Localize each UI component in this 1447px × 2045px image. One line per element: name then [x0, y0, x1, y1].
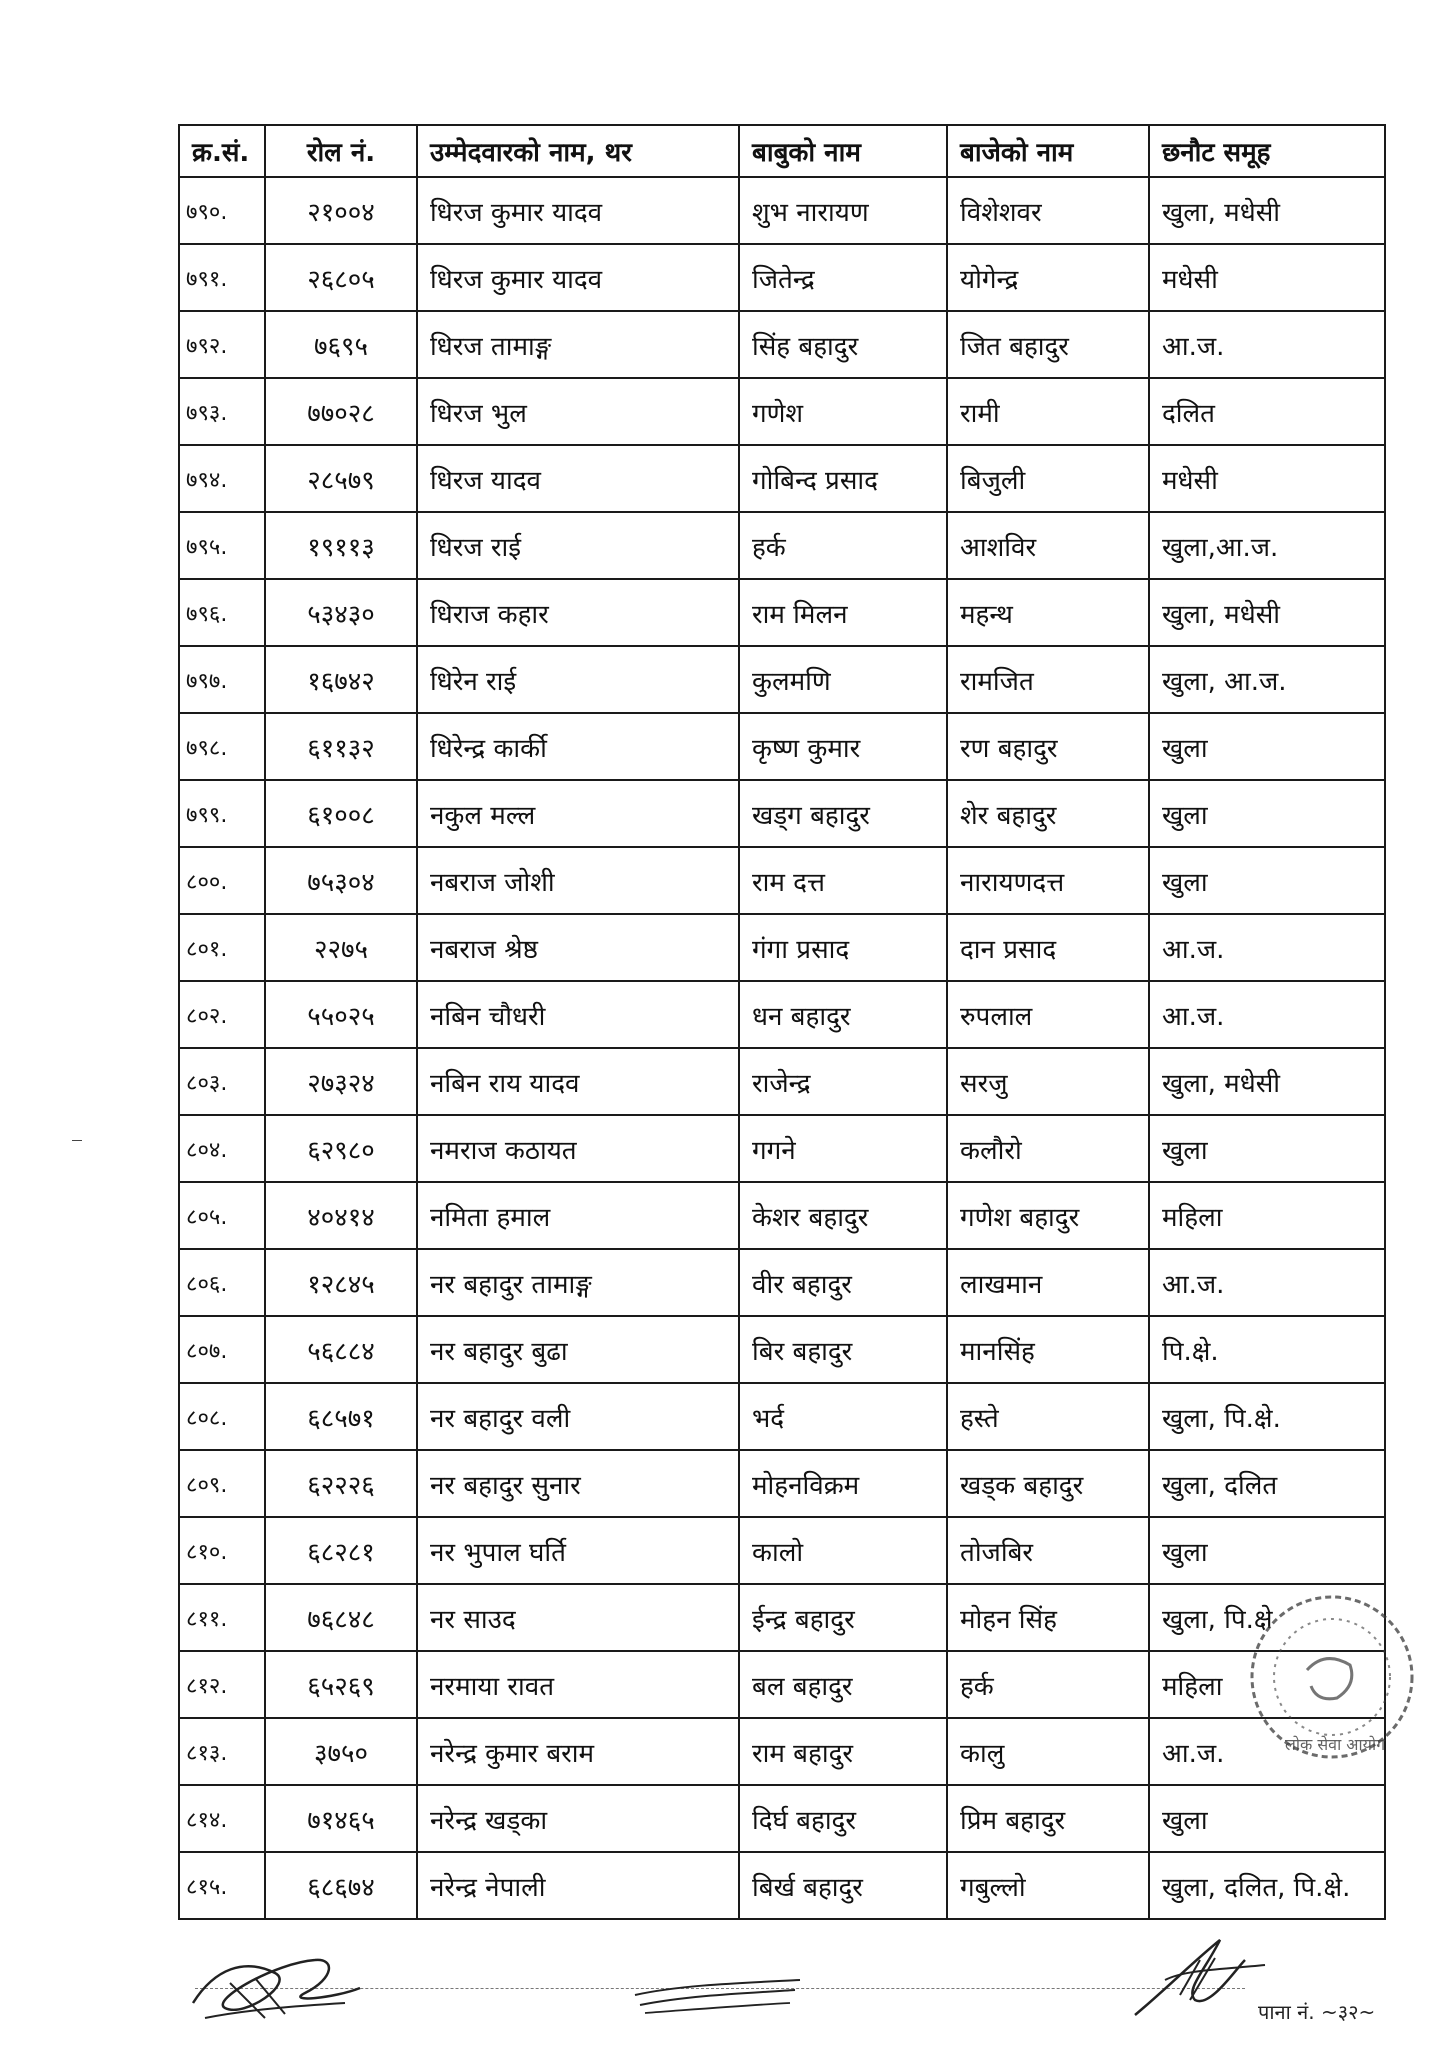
table-row [179, 914, 1385, 981]
cell-candidate-name: नरेन्द्र खड्का [417, 1785, 739, 1852]
cell-grandfather-name: कलौरो [947, 1115, 1149, 1182]
cell-selection-group: खुला, मधेसी [1149, 1048, 1385, 1115]
cell-roll: १९११३ [265, 512, 417, 579]
cell-grandfather-name: दान प्रसाद [947, 914, 1149, 981]
cell-serial: ८०२. [179, 981, 265, 1048]
cell-candidate-name: नर बहादुर तामाङ्ग [417, 1249, 739, 1316]
cell-grandfather-name: लाखमान [947, 1249, 1149, 1316]
cell-grandfather-name: रण बहादुर [947, 713, 1149, 780]
cell-serial: ८१०. [179, 1517, 265, 1584]
cell-father-name: गंगा प्रसाद [739, 914, 947, 981]
table-row [179, 1383, 1385, 1450]
cell-candidate-name: नरमाया रावत [417, 1651, 739, 1718]
cell-father-name: सिंह बहादुर [739, 311, 947, 378]
cell-serial: ८०१. [179, 914, 265, 981]
table-row [179, 1048, 1385, 1115]
cell-candidate-name: धिराज कहार [417, 579, 739, 646]
cell-grandfather-name: नारायणदत्त [947, 847, 1149, 914]
cell-selection-group: खुला, पि.क्षे. [1149, 1383, 1385, 1450]
cell-candidate-name: धिरज राई [417, 512, 739, 579]
cell-selection-group: महिला [1149, 1182, 1385, 1249]
cell-father-name: दिर्घ बहादुर [739, 1785, 947, 1852]
cell-serial: ७९३. [179, 378, 265, 445]
cell-selection-group: खुला [1149, 780, 1385, 847]
cell-roll: ७५३०४ [265, 847, 417, 914]
table-row [179, 1852, 1385, 1919]
cell-grandfather-name: प्रिम बहादुर [947, 1785, 1149, 1852]
cell-candidate-name: नबराज जोशी [417, 847, 739, 914]
cell-selection-group: खुला, मधेसी [1149, 177, 1385, 244]
cell-candidate-name: नर बहादुर सुनार [417, 1450, 739, 1517]
cell-candidate-name: नबराज श्रेष्ठ [417, 914, 739, 981]
signature-two [630, 1965, 810, 2025]
cell-candidate-name: धिरेन राई [417, 646, 739, 713]
cell-grandfather-name: कालु [947, 1718, 1149, 1785]
cell-serial: ८०३. [179, 1048, 265, 1115]
cell-serial: ८१३. [179, 1718, 265, 1785]
cell-serial: ८०८. [179, 1383, 265, 1450]
cell-roll: ७६८४८ [265, 1584, 417, 1651]
cell-candidate-name: नर साउद [417, 1584, 739, 1651]
cell-father-name: वीर बहादुर [739, 1249, 947, 1316]
cell-roll: ७६९५ [265, 311, 417, 378]
table-row [179, 512, 1385, 579]
cell-roll: ५५०२५ [265, 981, 417, 1048]
cell-father-name: जितेन्द्र [739, 244, 947, 311]
cell-father-name: बिर्ख बहादुर [739, 1852, 947, 1919]
cell-serial: ७९८. [179, 713, 265, 780]
cell-selection-group: खुला [1149, 713, 1385, 780]
cell-grandfather-name: रुपलाल [947, 981, 1149, 1048]
cell-roll: ३७५० [265, 1718, 417, 1785]
cell-selection-group: खुला, मधेसी [1149, 579, 1385, 646]
official-seal-stamp [1245, 1590, 1420, 1765]
table-row [179, 713, 1385, 780]
cell-selection-group: आ.ज. [1149, 981, 1385, 1048]
cell-father-name: कृष्ण कुमार [739, 713, 947, 780]
cell-serial: ८१२. [179, 1651, 265, 1718]
table-row [179, 445, 1385, 512]
cell-candidate-name: नरेन्द्र कुमार बराम [417, 1718, 739, 1785]
table-row [179, 1584, 1385, 1651]
cell-selection-group: खुला, दलित [1149, 1450, 1385, 1517]
cell-serial: ८१५. [179, 1852, 265, 1919]
cell-father-name: गगने [739, 1115, 947, 1182]
cell-father-name: राम मिलन [739, 579, 947, 646]
cell-grandfather-name: हस्ते [947, 1383, 1149, 1450]
cell-selection-group: खुला [1149, 847, 1385, 914]
table-row [179, 1115, 1385, 1182]
header-grandfather-name: बाजेको नाम [947, 125, 1149, 177]
table-row [179, 1785, 1385, 1852]
table-row [179, 847, 1385, 914]
cell-serial: ७९०. [179, 177, 265, 244]
cell-grandfather-name: सरजु [947, 1048, 1149, 1115]
cell-father-name: भर्द [739, 1383, 947, 1450]
cell-roll: ६१००८ [265, 780, 417, 847]
cell-selection-group: दलित [1149, 378, 1385, 445]
table-row [179, 981, 1385, 1048]
cell-roll: ६८५७१ [265, 1383, 417, 1450]
cell-father-name: गणेश [739, 378, 947, 445]
cell-grandfather-name: महन्थ [947, 579, 1149, 646]
cell-candidate-name: नबिन राय यादव [417, 1048, 739, 1115]
cell-father-name: हर्क [739, 512, 947, 579]
cell-serial: ८००. [179, 847, 265, 914]
cell-selection-group: मधेसी [1149, 244, 1385, 311]
signature-three [1125, 1930, 1275, 2025]
table-row [179, 646, 1385, 713]
margin-mark [72, 1140, 82, 1141]
cell-grandfather-name: जित बहादुर [947, 311, 1149, 378]
cell-serial: ७९९. [179, 780, 265, 847]
cell-grandfather-name: हर्क [947, 1651, 1149, 1718]
table-row [179, 177, 1385, 244]
cell-candidate-name: नबिन चौधरी [417, 981, 739, 1048]
cell-roll: २६८०५ [265, 244, 417, 311]
cell-father-name: कालो [739, 1517, 947, 1584]
cell-father-name: ईन्द्र बहादुर [739, 1584, 947, 1651]
cell-candidate-name: धिरज भुल [417, 378, 739, 445]
table-row [179, 1316, 1385, 1383]
cell-roll: ६११३२ [265, 713, 417, 780]
cell-roll: ६५२६९ [265, 1651, 417, 1718]
cell-selection-group: आ.ज. [1149, 1718, 1385, 1785]
cell-roll: २७३२४ [265, 1048, 417, 1115]
cell-grandfather-name: गबुल्लो [947, 1852, 1149, 1919]
cell-serial: ७९२. [179, 311, 265, 378]
cell-serial: ७९५. [179, 512, 265, 579]
cell-roll: १२८४५ [265, 1249, 417, 1316]
cell-grandfather-name: शेर बहादुर [947, 780, 1149, 847]
cell-grandfather-name: खड्क बहादुर [947, 1450, 1149, 1517]
cell-serial: ७९१. [179, 244, 265, 311]
signature-one [185, 1948, 370, 2028]
cell-grandfather-name: योगेन्द्र [947, 244, 1149, 311]
table-row [179, 780, 1385, 847]
cell-roll: ६२९८० [265, 1115, 417, 1182]
cell-serial: ८०४. [179, 1115, 265, 1182]
table-row [179, 1450, 1385, 1517]
cell-selection-group: मधेसी [1149, 445, 1385, 512]
cell-serial: ८०९. [179, 1450, 265, 1517]
table-row [179, 311, 1385, 378]
cell-grandfather-name: रामजित [947, 646, 1149, 713]
cell-roll: ६८२८१ [265, 1517, 417, 1584]
cell-roll: २८५७९ [265, 445, 417, 512]
cell-grandfather-name: विशेशवर [947, 177, 1149, 244]
header-roll: रोल नं. [265, 125, 417, 177]
cell-candidate-name: धिरज यादव [417, 445, 739, 512]
cell-father-name: राम दत्त [739, 847, 947, 914]
cell-grandfather-name: बिजुली [947, 445, 1149, 512]
cell-grandfather-name: मानसिंह [947, 1316, 1149, 1383]
cell-father-name: बल बहादुर [739, 1651, 947, 1718]
cell-selection-group: महिला [1149, 1651, 1385, 1718]
cell-father-name: केशर बहादुर [739, 1182, 947, 1249]
cell-serial: ८११. [179, 1584, 265, 1651]
cell-serial: ७९४. [179, 445, 265, 512]
page-number: पाना नं. ~३२~ [1258, 2000, 1376, 2024]
results-table [178, 124, 1386, 1920]
cell-selection-group: खुला, आ.ज. [1149, 646, 1385, 713]
cell-father-name: कुलमणि [739, 646, 947, 713]
header-serial: क्र.सं. [179, 125, 265, 177]
table-row [179, 1718, 1385, 1785]
cell-grandfather-name: आशविर [947, 512, 1149, 579]
cell-father-name: राजेन्द्र [739, 1048, 947, 1115]
cell-selection-group: आ.ज. [1149, 914, 1385, 981]
table-row [179, 244, 1385, 311]
cell-roll: २१००४ [265, 177, 417, 244]
table-row [179, 1249, 1385, 1316]
cell-serial: ७९६. [179, 579, 265, 646]
cell-grandfather-name: मोहन सिंह [947, 1584, 1149, 1651]
cell-candidate-name: धिरज कुमार यादव [417, 244, 739, 311]
cell-selection-group: आ.ज. [1149, 1249, 1385, 1316]
cell-selection-group: आ.ज. [1149, 311, 1385, 378]
table-row [179, 579, 1385, 646]
table-body [179, 177, 1385, 1919]
cell-roll: ५३४३० [265, 579, 417, 646]
cell-selection-group: पि.क्षे. [1149, 1316, 1385, 1383]
cell-serial: ८०५. [179, 1182, 265, 1249]
cell-candidate-name: नर बहादुर वली [417, 1383, 739, 1450]
seal-text: लोक सेवा आयोग [1285, 1735, 1386, 1754]
cell-father-name: गोबिन्द प्रसाद [739, 445, 947, 512]
table-row [179, 1182, 1385, 1249]
cell-roll: ७१४६५ [265, 1785, 417, 1852]
table-header-row [179, 125, 1385, 177]
cell-roll: ४०४१४ [265, 1182, 417, 1249]
cell-father-name: बिर बहादुर [739, 1316, 947, 1383]
cell-candidate-name: नमराज कठायत [417, 1115, 739, 1182]
cell-candidate-name: धिरज कुमार यादव [417, 177, 739, 244]
cell-roll: ७७०२८ [265, 378, 417, 445]
cell-roll: १६७४२ [265, 646, 417, 713]
cell-selection-group: खुला, दलित, पि.क्षे. [1149, 1852, 1385, 1919]
header-selection-group: छनौट समूह [1149, 125, 1385, 177]
cell-father-name: धन बहादुर [739, 981, 947, 1048]
cell-candidate-name: धिरज तामाङ्ग [417, 311, 739, 378]
cell-serial: ८०६. [179, 1249, 265, 1316]
cell-selection-group: खुला [1149, 1517, 1385, 1584]
cell-candidate-name: नमिता हमाल [417, 1182, 739, 1249]
cell-father-name: राम बहादुर [739, 1718, 947, 1785]
cell-father-name: शुभ नारायण [739, 177, 947, 244]
cell-roll: ६२२२६ [265, 1450, 417, 1517]
cell-father-name: खड्ग बहादुर [739, 780, 947, 847]
cell-grandfather-name: तोजबिर [947, 1517, 1149, 1584]
cell-roll: २२७५ [265, 914, 417, 981]
cell-serial: ७९७. [179, 646, 265, 713]
cell-selection-group: खुला [1149, 1115, 1385, 1182]
header-father-name: बाबुको नाम [739, 125, 947, 177]
cell-serial: ८०७. [179, 1316, 265, 1383]
cell-selection-group: खुला,आ.ज. [1149, 512, 1385, 579]
cell-roll: ६८६७४ [265, 1852, 417, 1919]
cell-roll: ५६८८४ [265, 1316, 417, 1383]
cell-candidate-name: नर भुपाल घर्ति [417, 1517, 739, 1584]
cell-father-name: मोहनविक्रम [739, 1450, 947, 1517]
cell-candidate-name: नकुल मल्ल [417, 780, 739, 847]
header-candidate-name: उम्मेदवारको नाम, थर [417, 125, 739, 177]
cell-selection-group: खुला, पि.क्षे [1149, 1584, 1385, 1651]
cell-serial: ८१४. [179, 1785, 265, 1852]
table-row [179, 378, 1385, 445]
cell-grandfather-name: गणेश बहादुर [947, 1182, 1149, 1249]
cell-candidate-name: नर बहादुर बुढा [417, 1316, 739, 1383]
table-row [179, 1651, 1385, 1718]
cell-grandfather-name: रामी [947, 378, 1149, 445]
table-row [179, 1517, 1385, 1584]
cell-candidate-name: नरेन्द्र नेपाली [417, 1852, 739, 1919]
cell-selection-group: खुला [1149, 1785, 1385, 1852]
cell-candidate-name: धिरेन्द्र कार्की [417, 713, 739, 780]
